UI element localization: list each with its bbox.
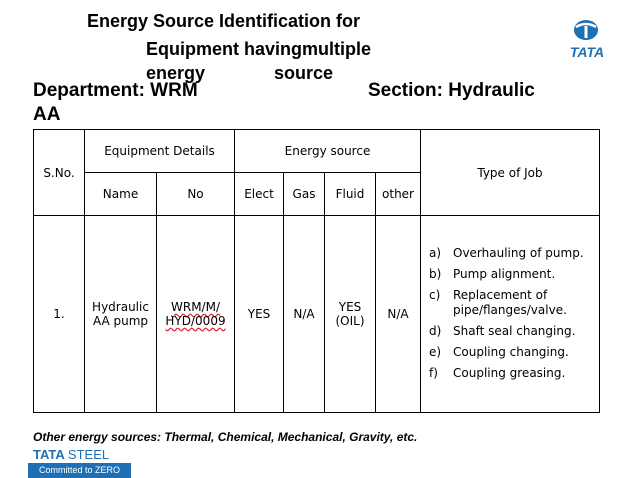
section-label: Section: Hydraulic — [368, 80, 535, 101]
list-item: d) Shaft seal changing. — [429, 323, 576, 338]
list-item: f) Coupling greasing. — [429, 365, 566, 380]
header-type-of-job: Type of Job — [421, 130, 600, 216]
list-item: e) Coupling changing. — [429, 344, 569, 359]
tata-emblem-icon — [562, 18, 610, 42]
header-equipment-details: Equipment Details — [85, 130, 235, 173]
department-continuation: AA — [33, 104, 61, 125]
cell-sno: 1. — [34, 216, 85, 413]
header-other: other — [376, 173, 421, 216]
header-energy-source: Energy source — [235, 130, 421, 173]
cell-other: N/A — [376, 216, 421, 413]
job-list — [421, 246, 599, 381]
committed-to-zero-banner: Committed to ZERO — [28, 463, 131, 478]
cell-fluid: YES (OIL) — [325, 216, 376, 413]
cell-no: WRM/M/ HYD/0009 — [157, 216, 235, 413]
list-item: c) Replacement of pipe/flanges/valve. — [429, 287, 567, 317]
tata-steel-logo — [33, 447, 109, 462]
tata-logo-text: TATA — [569, 44, 605, 60]
list-item: a) Overhauling of pump. — [429, 245, 584, 260]
header-elect: Elect — [235, 173, 284, 216]
header-no: No — [157, 173, 235, 216]
tata-steel-brand-2: STEEL — [67, 447, 110, 462]
other-energy-sources-note: Other energy sources: Thermal, Chemical, Mechanical, Gravity, etc. — [33, 430, 418, 444]
cell-name: Hydraulic AA pump — [85, 216, 157, 413]
energy-source-table — [33, 129, 600, 413]
header-name: Name — [85, 173, 157, 216]
cell-gas: N/A — [284, 216, 325, 413]
table-row — [34, 216, 600, 413]
tata-steel-brand: TATA — [33, 447, 65, 462]
cell-elect: YES — [235, 216, 284, 413]
title-line-2: Equipment havingmultiple — [146, 39, 372, 59]
header-fluid: Fluid — [325, 173, 376, 216]
title-line-3a: energy — [146, 63, 206, 83]
list-item: b) Pump alignment. — [429, 266, 556, 281]
title-line-1: Energy Source Identification for — [87, 11, 361, 31]
title-line-3b: source — [274, 63, 334, 83]
cell-jobs — [421, 216, 600, 413]
department-label: Department: WRM — [33, 80, 198, 101]
header-sno: S.No. — [34, 130, 85, 216]
header-gas: Gas — [284, 173, 325, 216]
